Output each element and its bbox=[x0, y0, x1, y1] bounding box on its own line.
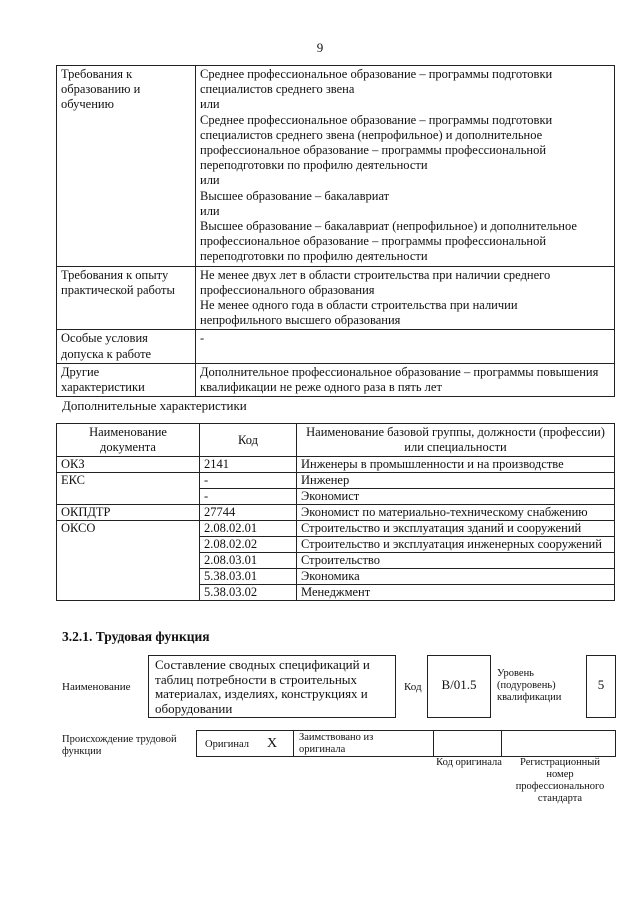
requirement-line: или bbox=[200, 173, 220, 188]
requirement-label-line: Другие bbox=[61, 364, 100, 379]
requirement-line: Дополнительное профессиональное образование – программы повышения bbox=[200, 364, 599, 379]
code-cell: 2.08.02.02 bbox=[200, 537, 297, 553]
code-cell: - bbox=[200, 489, 297, 505]
table-row bbox=[57, 363, 615, 396]
requirement-line: переподготовки по профилю деятельности bbox=[200, 249, 428, 264]
table-row bbox=[57, 66, 615, 267]
requirement-line: профессионального образования bbox=[200, 282, 375, 297]
requirement-label-line: Требования к bbox=[61, 67, 133, 81]
function-code-box bbox=[427, 655, 491, 718]
requirement-label bbox=[57, 266, 196, 330]
requirement-value bbox=[196, 330, 615, 363]
qualification-level-value: 5 bbox=[597, 677, 605, 692]
code-cell: 5.38.03.02 bbox=[200, 585, 297, 601]
requirement-value bbox=[196, 66, 615, 267]
requirement-label bbox=[57, 363, 196, 396]
code-cell: - bbox=[200, 473, 297, 489]
requirement-line: профессиональное образование – программы профессиональной bbox=[200, 143, 547, 158]
additional-characteristics-title: Дополнительные характеристики bbox=[62, 398, 247, 413]
table-header-row bbox=[57, 424, 615, 457]
origin-label: Происхождение трудовой функции bbox=[62, 734, 177, 757]
function-name-box bbox=[148, 655, 396, 718]
requirement-line: Не менее двух лет в области строительства при наличии среднего bbox=[200, 267, 551, 282]
document-cell: ЕКС bbox=[57, 473, 200, 505]
group-name-cell: Экономист по материально-техническому снабжению bbox=[297, 505, 615, 521]
original-label: Оригинал bbox=[205, 739, 249, 750]
requirement-label bbox=[57, 330, 196, 363]
function-code-label: Код bbox=[404, 681, 422, 693]
group-name-cell: Строительство и эксплуатация инженерных сооружений bbox=[297, 537, 615, 553]
header-document: Наименование документа bbox=[57, 424, 200, 457]
code-cell: 5.38.03.01 bbox=[200, 569, 297, 585]
requirement-label-line: Требования к опыту bbox=[61, 267, 169, 282]
function-name-label: Наименование bbox=[62, 681, 131, 693]
document-cell: ОКЗ bbox=[57, 457, 200, 473]
requirement-line: или bbox=[200, 203, 220, 218]
registration-number-caption: Регистрационный номер профессионального стандарта bbox=[515, 757, 605, 804]
function-code-value: B/01.5 bbox=[441, 677, 477, 692]
requirement-label-line: обучению bbox=[61, 97, 114, 112]
divider bbox=[501, 731, 502, 756]
table-row bbox=[57, 505, 615, 521]
origin-row bbox=[196, 730, 616, 757]
table-row bbox=[57, 330, 615, 363]
divider bbox=[293, 731, 294, 756]
requirement-line: Высшее образование – бакалавриат bbox=[200, 188, 390, 203]
document-cell: ОКПДТР bbox=[57, 505, 200, 521]
requirement-value bbox=[196, 363, 615, 396]
requirement-line: - bbox=[200, 331, 205, 346]
page-number: 9 bbox=[316, 40, 324, 55]
requirement-label bbox=[57, 66, 196, 267]
qualification-level-label: Уровень (подуровень) квалификации bbox=[497, 668, 562, 703]
table-row bbox=[57, 521, 615, 537]
requirement-line: или bbox=[200, 97, 220, 112]
requirement-label-line: Особые условия bbox=[61, 331, 148, 346]
requirement-label-line: допуска к работе bbox=[61, 346, 152, 361]
code-cell: 27744 bbox=[200, 505, 297, 521]
group-name-cell: Инженер bbox=[297, 473, 615, 489]
original-mark: X bbox=[267, 736, 278, 751]
requirement-line: специалистов среднего звена (непрофильное) и дополнительное bbox=[200, 127, 543, 142]
section-title: 3.2.1. Трудовая функция bbox=[62, 629, 210, 644]
group-name-cell: Экономист bbox=[297, 489, 615, 505]
function-name-value: Составление сводных спецификаций и таблиц потребности в строительных материалах, изделиях, конструкциях и оборудовании bbox=[155, 657, 370, 716]
requirement-line: профессиональное образование – программы профессиональной bbox=[200, 234, 547, 249]
requirement-line: квалификации не реже одного раза в пять лет bbox=[200, 380, 442, 395]
requirement-line: переподготовки по профилю деятельности bbox=[200, 158, 428, 173]
requirement-line: Высшее образование – бакалавриат (непрофильное) и дополнительное bbox=[200, 219, 577, 234]
requirement-value bbox=[196, 266, 615, 330]
requirement-label-line: практической работы bbox=[61, 282, 175, 297]
table-row bbox=[57, 457, 615, 473]
requirements-table bbox=[56, 65, 615, 397]
table-row bbox=[57, 266, 615, 330]
header-group-name: Наименование базовой группы, должности (профессии) или специальности bbox=[297, 424, 615, 457]
borrowed-label: Заимствовано из оригинала bbox=[299, 732, 374, 755]
requirement-label-line: характеристики bbox=[61, 380, 145, 395]
code-cell: 2141 bbox=[200, 457, 297, 473]
code-original-caption: Код оригинала bbox=[436, 757, 502, 768]
group-name-cell: Инженеры в промышленности и на производстве bbox=[297, 457, 615, 473]
group-name-cell: Экономика bbox=[297, 569, 615, 585]
requirement-line: Среднее профессиональное образование – программы подготовки bbox=[200, 67, 553, 81]
qualification-level-box bbox=[586, 655, 616, 718]
requirement-line: Не менее одного года в области строительства при наличии bbox=[200, 298, 518, 313]
document-cell: ОКСО bbox=[57, 521, 200, 601]
group-name-cell: Менеджмент bbox=[297, 585, 615, 601]
group-name-cell: Строительство bbox=[297, 553, 615, 569]
header-code: Код bbox=[200, 424, 297, 457]
group-name-cell: Строительство и эксплуатация зданий и сооружений bbox=[297, 521, 615, 537]
requirement-label-line: образованию и bbox=[61, 82, 141, 97]
code-cell: 2.08.02.01 bbox=[200, 521, 297, 537]
requirement-line: Среднее профессиональное образование – программы подготовки bbox=[200, 112, 553, 127]
additional-characteristics-table bbox=[56, 423, 615, 601]
divider bbox=[433, 731, 434, 756]
requirement-line: непрофильного высшего образования bbox=[200, 313, 401, 328]
code-cell: 2.08.03.01 bbox=[200, 553, 297, 569]
table-row bbox=[57, 473, 615, 489]
requirement-line: специалистов среднего звена bbox=[200, 82, 355, 97]
